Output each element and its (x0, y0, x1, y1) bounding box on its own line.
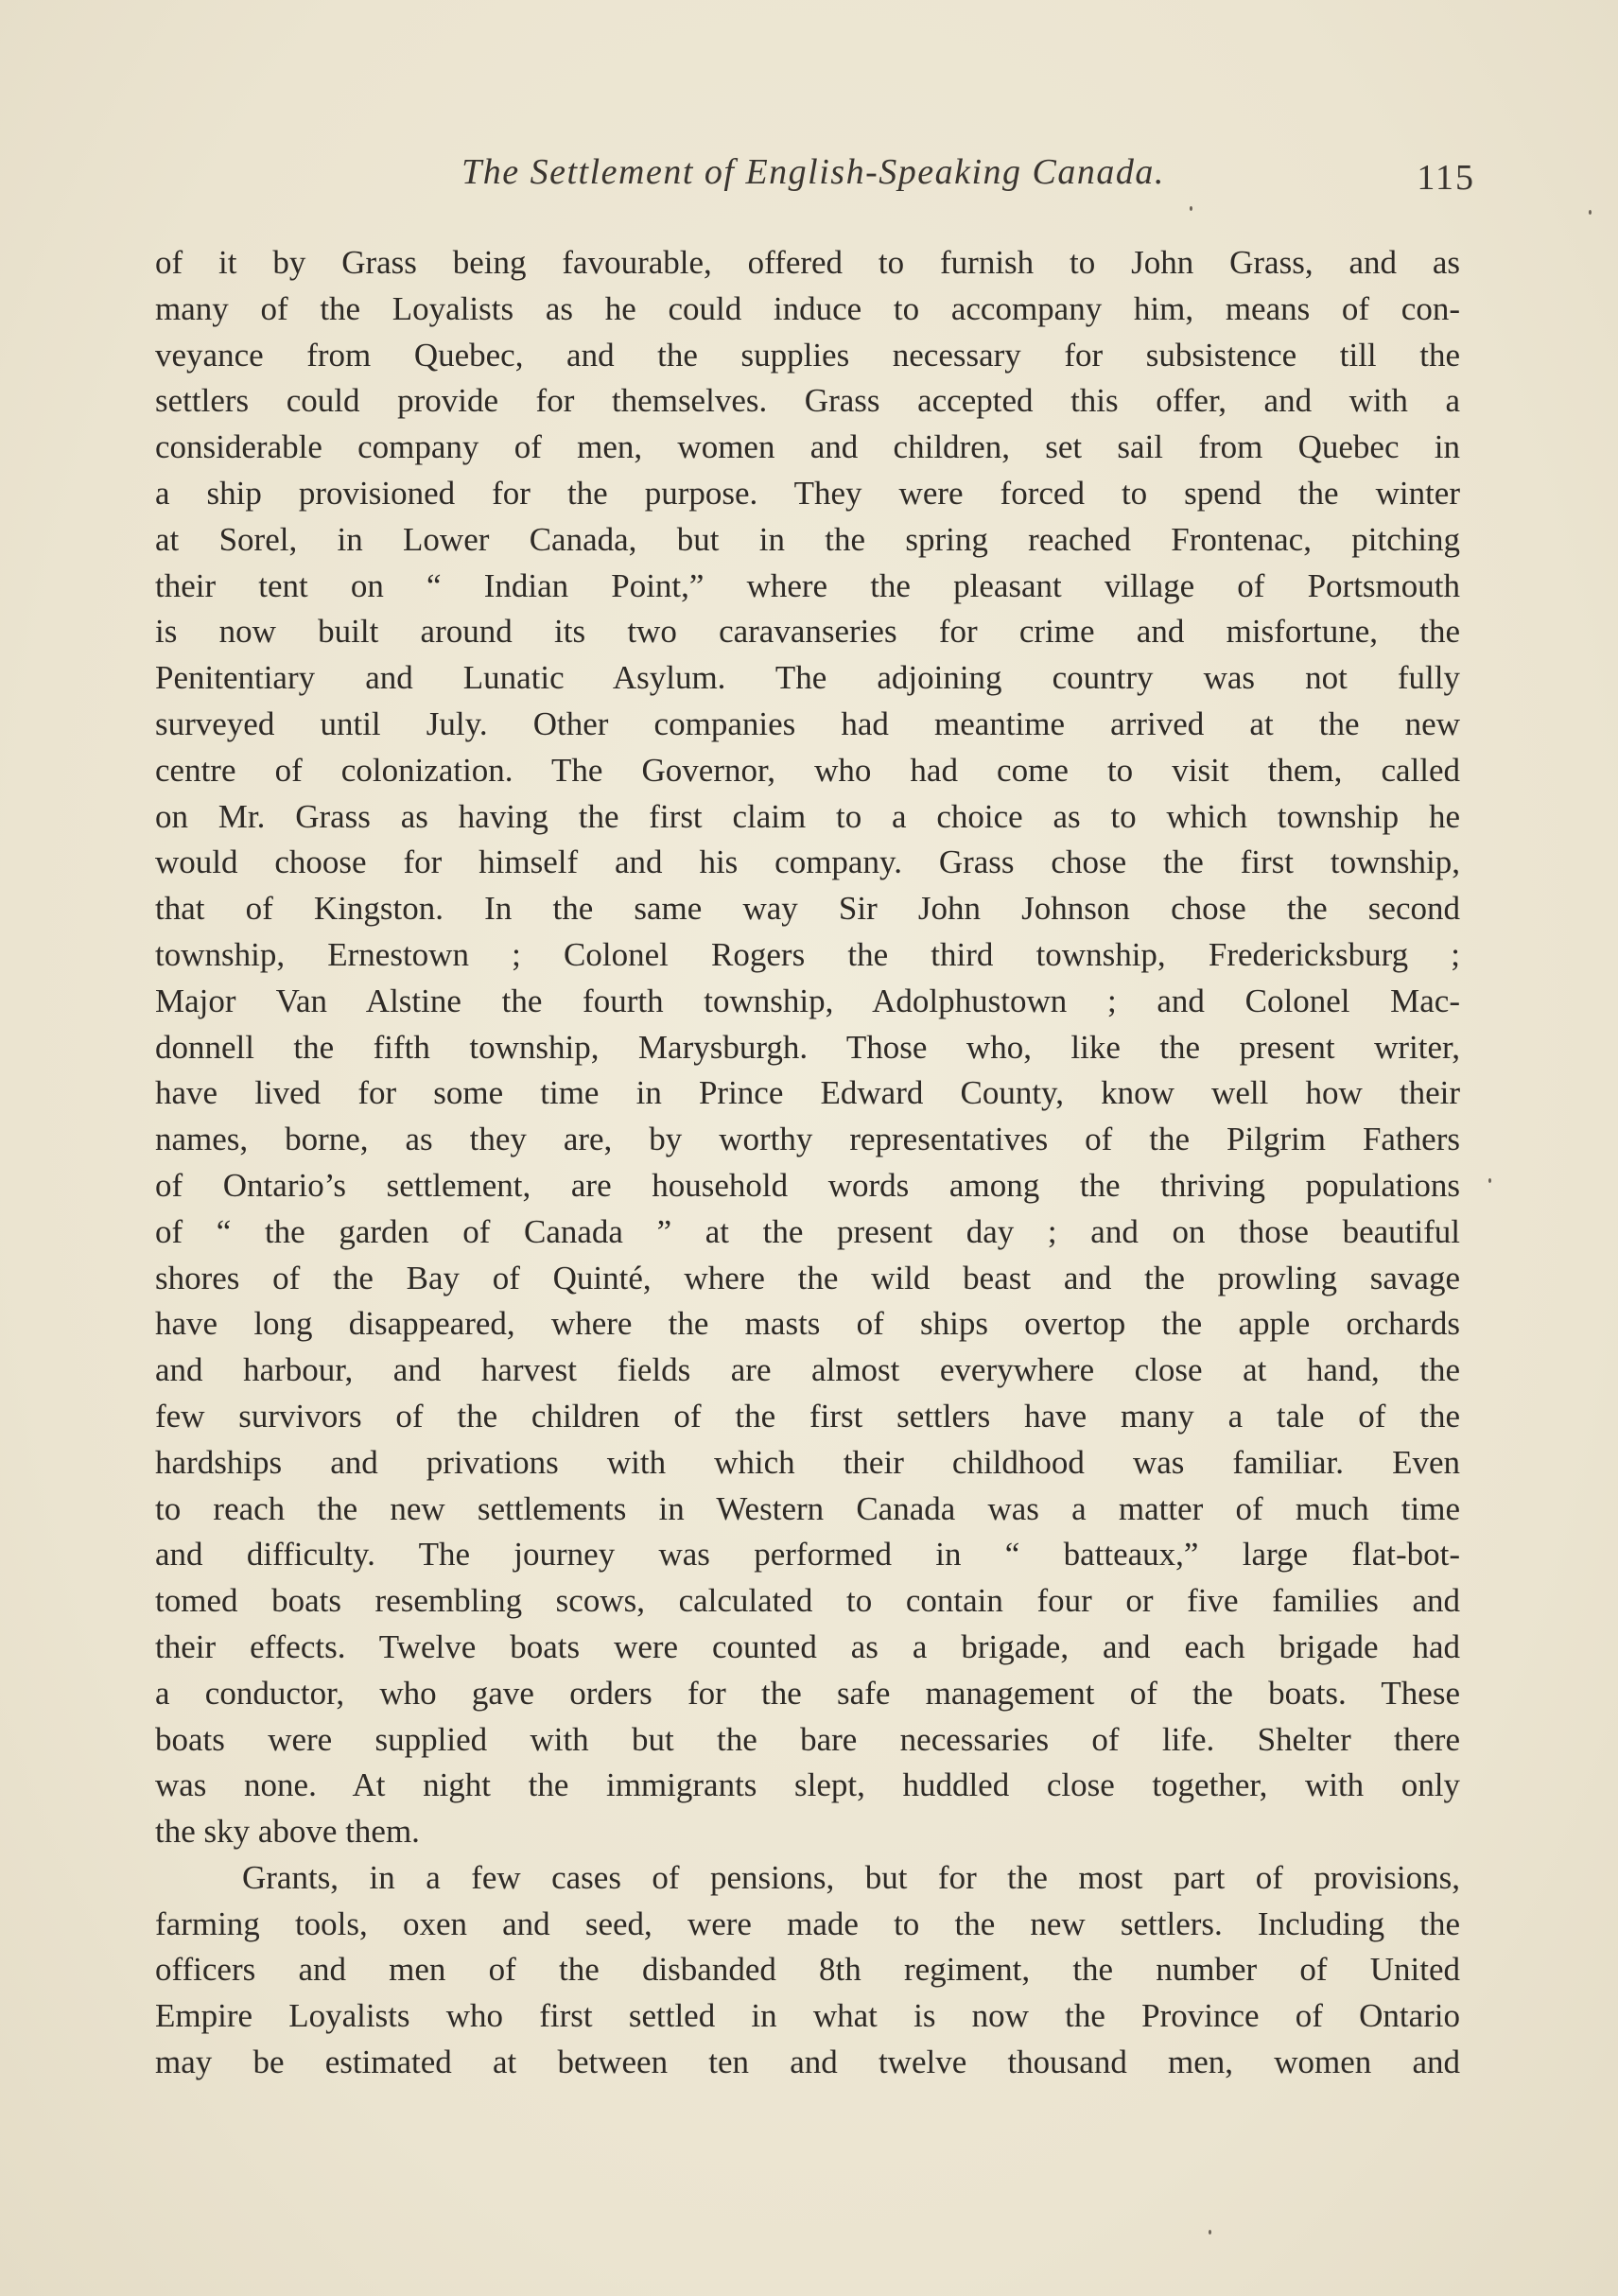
text-line: Grants, in a few cases of pensions, but for the most part of provisions, (242, 1858, 1460, 1896)
text-line: that of Kingston. In the same way Sir John Johnson chose the second (155, 890, 1460, 928)
text-line: and difficulty. The journey was performed in “ batteaux,” large flat-bot- (155, 1536, 1460, 1574)
text-line: many of the Loyalists as he could induce to accompany him, means of con- (155, 289, 1460, 327)
text-line: boats were supplied with but the bare necessaries of life. Shelter there (155, 1720, 1460, 1758)
text-line: shores of the Bay of Quinté, where the wild beast and the prowling savage (155, 1259, 1460, 1296)
text-line: hardships and privations with which their childhood was familiar. Even (155, 1443, 1460, 1481)
text-line: veyance from Quebec, and the supplies necessary for subsistence till the (155, 336, 1460, 374)
paragraph (155, 240, 1460, 1855)
text-line: of it by Grass being favourable, offered to furnish to John Grass, and as (155, 244, 1460, 281)
text-line: may be estimated at between ten and twelve thousand men, women and (155, 2044, 1460, 2081)
text-line: the sky above them. (155, 1813, 420, 1851)
paper-speck (1209, 2230, 1211, 2235)
text-line: Major Van Alstine the fourth township, Adolphustown ; and Colonel Mac- (155, 982, 1460, 1019)
page-number: 115 (1417, 158, 1475, 198)
text-line: have lived for some time in Prince Edward County, know well how their (155, 1074, 1460, 1112)
body-text (155, 240, 1460, 2086)
text-line: donnell the fifth township, Marysburgh. Those who, like the present writer, (155, 1028, 1460, 1066)
text-line: a conductor, who gave orders for the safe management of the boats. These (155, 1674, 1460, 1712)
running-title: The Settlement of English-Speaking Canada. (461, 152, 1165, 192)
text-line: Empire Loyalists who first settled in what is now the Province of Ontario (155, 1997, 1460, 2035)
text-line: centre of colonization. The Governor, who had come to visit them, called (155, 751, 1460, 789)
text-line: settlers could provide for themselves. Grass accepted this offer, and with a (155, 382, 1460, 420)
text-line: township, Ernestown ; Colonel Rogers the third township, Fredericksburg ; (155, 935, 1460, 973)
text-line: surveyed until July. Other companies had meantime arrived at the new (155, 704, 1460, 742)
text-line: their effects. Twelve boats were counted as a brigade, and each brigade had (155, 1627, 1460, 1665)
text-line: would choose for himself and his company. Grass chose the first township, (155, 844, 1460, 881)
text-line: at Sorel, in Lower Canada, but in the spring reached Frontenac, pitching (155, 520, 1460, 558)
running-head (151, 151, 1475, 208)
text-line: on Mr. Grass as having the first claim to a choice as to which township he (155, 797, 1460, 835)
text-line: names, borne, as they are, by worthy representatives of the Pilgrim Fathers (155, 1121, 1460, 1158)
text-line: officers and men of the disbanded 8th regiment, the number of United (155, 1951, 1460, 1989)
text-line: to reach the new settlements in Western Canada was a matter of much time (155, 1489, 1460, 1527)
paper-speck (1589, 210, 1592, 215)
paragraph (155, 1855, 1460, 2086)
text-line: and harbour, and harvest fields are almost everywhere close at hand, the (155, 1351, 1460, 1389)
text-line: have long disappeared, where the masts of ships overtop the apple orchards (155, 1305, 1460, 1343)
text-line: is now built around its two caravanseries for crime and misfortune, the (155, 613, 1460, 651)
text-line: tomed boats resembling scows, calculated to contain four or five families and (155, 1582, 1460, 1620)
text-line: was none. At night the immigrants slept, huddled close together, with only (155, 1766, 1460, 1804)
text-line: their tent on “ Indian Point,” where the pleasant village of Portsmouth (155, 566, 1460, 604)
paper-speck (1488, 1178, 1491, 1183)
text-line: considerable company of men, women and children, set sail from Quebec in (155, 428, 1460, 466)
text-line: few survivors of the children of the first settlers have many a tale of the (155, 1397, 1460, 1435)
text-line: a ship provisioned for the purpose. They were forced to spend the winter (155, 474, 1460, 512)
text-line: of “ the garden of Canada ” at the present day ; and on those beautiful (155, 1212, 1460, 1250)
text-line: of Ontario’s settlement, are household words among the thriving populations (155, 1166, 1460, 1204)
paper-speck (1190, 206, 1192, 211)
text-line: Penitentiary and Lunatic Asylum. The adjoining country was not fully (155, 659, 1460, 697)
text-line: farming tools, oxen and seed, were made to the new settlers. Including the (155, 1905, 1460, 1942)
